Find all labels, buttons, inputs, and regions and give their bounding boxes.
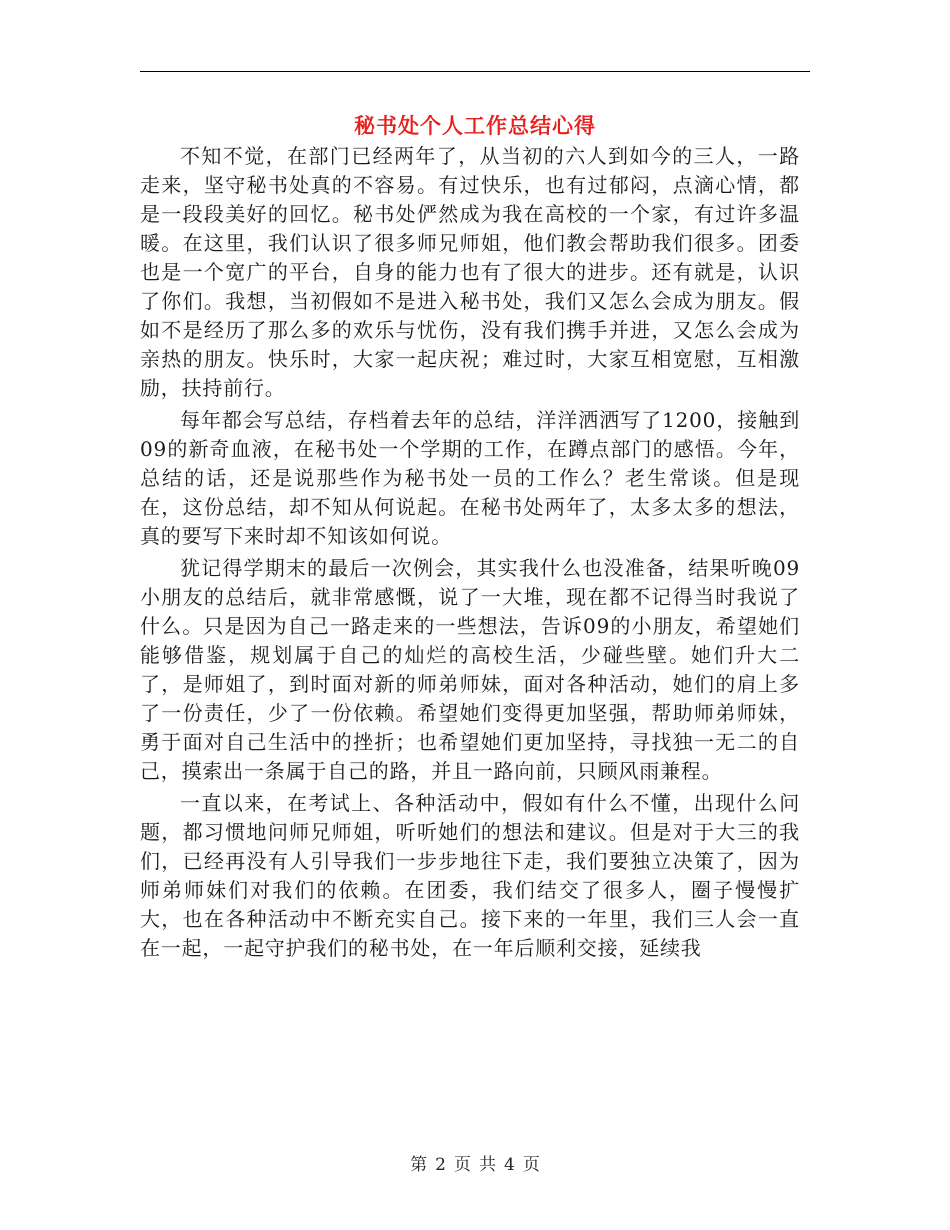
- document-body: [140, 142, 800, 963]
- footer-total-prefix: 共: [479, 1155, 496, 1175]
- paragraph-3: 犹记得学期末的最后一次例会，其实我什么也没准备，结果听晚09小朋友的总结后，就非常感慨，说了一大堆，现在都不记得当时我说了什么。只是因为自己一路走来的一些想法，告诉09的小朋友，希望她们能够借鉴，规划属于自己的灿烂的高校生活，少碰些壁。她们升大二了，是师姐了，到时面对新的师弟师妹，面对各种活动，她们的肩上多了一份责任，少了一份依赖。希望她们变得更加坚强，帮助师弟师妹，勇于面对自己生活中的挫折；也希望她们更加坚持，寻找独一无二的自己，摸索出一条属于自己的路，并且一路向前，只顾风雨兼程。: [140, 556, 800, 783]
- footer-suffix: 页: [522, 1155, 540, 1175]
- footer-total-pages: 4: [504, 1155, 515, 1175]
- document-title: 秘书处个人工作总结心得: [354, 113, 596, 138]
- footer-page-word: 页: [454, 1155, 471, 1175]
- paragraph-1: 不知不觉，在部门已经两年了，从当初的六人到如今的三人，一路走来，坚守秘书处真的不容易。有过快乐，也有过郁闷，点滴心情，都是一段段美好的回忆。秘书处俨然成为我在高校的一个家，有过许多温暖。在这里，我们认识了很多师兄师姐，他们教会帮助我们很多。团委也是一个宽广的平台，自身的能力也有了很大的进步。还有就是，认识了你们。我想，当初假如不是进入秘书处，我们又怎么会成为朋友。假如不是经历了那么多的欢乐与忧伤，没有我们携手并进，又怎么会成为亲热的朋友。快乐时，大家一起庆祝；难过时，大家互相宽慰，互相激励，扶持前行。: [140, 144, 800, 400]
- paragraph-4: 一直以来，在考试上、各种活动中，假如有什么不懂，出现什么问题，都习惯地问师兄师姐，听听她们的想法和建议。但是对于大三的我们，已经再没有人引导我们一步步地往下走，我们要独立决策了，因为师弟师妹们对我们的依赖。在团委，我们结交了很多人，圈子慢慢扩大，也在各种活动中不断充实自己。接下来的一年里，我们三人会一直在一起，一起守护我们的秘书处，在一年后顺利交接，延续我: [140, 791, 800, 960]
- header-rule: [140, 71, 810, 72]
- footer-prefix: 第: [410, 1155, 428, 1175]
- paragraph-2: 每年都会写总结，存档着去年的总结，洋洋洒洒写了1200，接触到09的新奇血液，在秘书处一个学期的工作，在蹲点部门的感悟。今年，总结的话，还是说那些作为秘书处一员的工作么？老生常谈。但是现在，这份总结，却不知从何说起。在秘书处两年了，太多太多的想法，真的要写下来时却不知该如何说。: [140, 408, 800, 548]
- footer-current-page: 2: [435, 1155, 446, 1175]
- page-footer: [140, 1152, 810, 1178]
